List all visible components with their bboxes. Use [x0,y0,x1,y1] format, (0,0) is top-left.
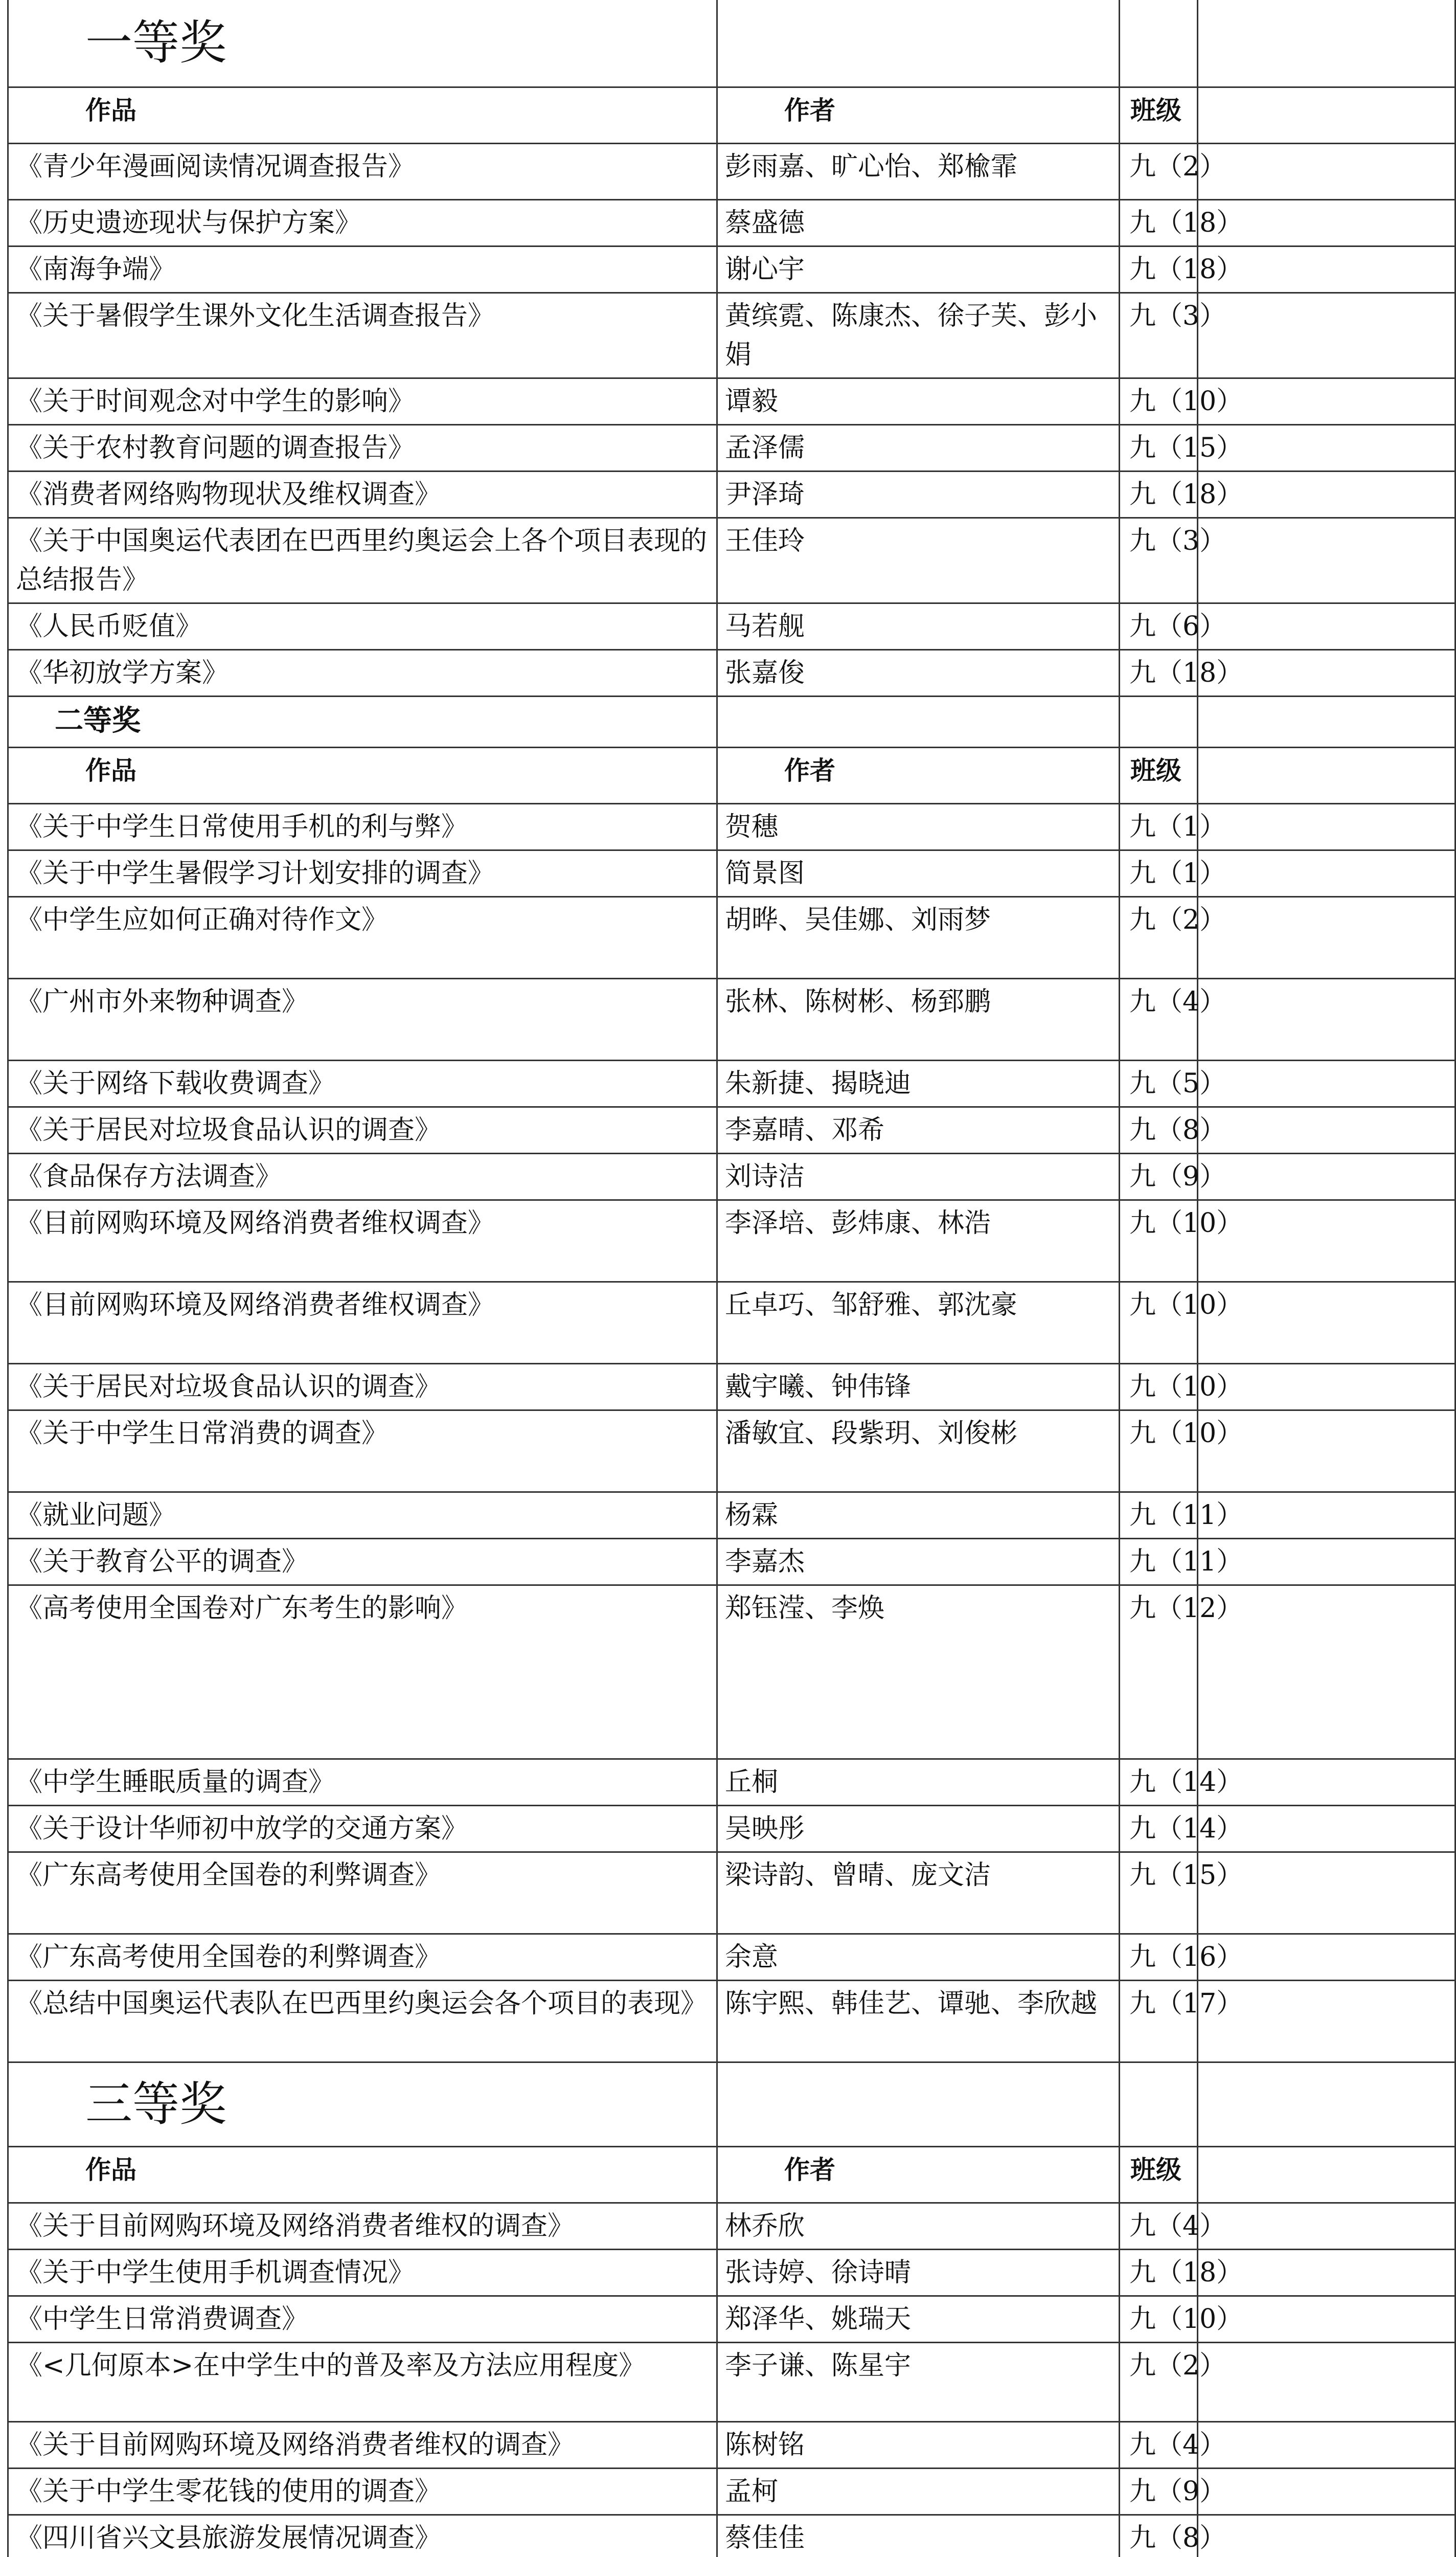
table-row [8,2342,1455,2421]
class-cell: 九（10） [1120,1363,1455,1410]
author-cell: 李泽培、彭炜康、林浩 [717,1200,1120,1282]
table-row [8,1852,1455,1934]
class-cell: 九（1） [1120,803,1455,850]
header-row [8,87,1455,143]
table-row [8,2203,1455,2249]
section-title: 一等奖 [8,0,717,87]
author-cell: 潘敏宜、段紫玥、刘俊彬 [717,1410,1120,1492]
author-cell: 贺穗 [717,803,1120,850]
section-title-row [8,696,1455,747]
table-row [8,1200,1455,1282]
author-cell: 孟泽儒 [717,424,1120,471]
author-cell: 郑钰滢、李焕 [717,1585,1120,1759]
work-cell: 《关于时间观念对中学生的影响》 [8,378,717,424]
author-cell: 杨霖 [717,1492,1120,1538]
column-header-work: 作品 [8,2146,717,2203]
work-cell: 《四川省兴文县旅游发展情况调查》 [8,2515,717,2557]
work-cell: 《关于居民对垃圾食品认识的调查》 [8,1363,717,1410]
empty-cell [1120,2062,1455,2146]
table-row [8,603,1455,649]
table-row [8,1410,1455,1492]
author-cell: 蔡盛德 [717,199,1120,246]
author-cell: 林乔欣 [717,2203,1120,2249]
work-cell: 《广东高考使用全国卷的利弊调查》 [8,1852,717,1934]
table-row [8,1363,1455,1410]
column-header-work: 作品 [8,747,717,803]
table-row [8,1934,1455,1980]
header-row [8,2146,1455,2203]
work-cell: 《关于中学生日常消费的调查》 [8,1410,717,1492]
work-cell: 《食品保存方法调查》 [8,1153,717,1200]
work-cell: 《中学生睡眠质量的调查》 [8,1759,717,1805]
author-cell: 张林、陈树彬、杨郅鹏 [717,978,1120,1060]
empty-cell [717,2062,1120,2146]
work-cell: 《关于教育公平的调查》 [8,1538,717,1585]
author-cell: 谢心宇 [717,246,1120,293]
work-cell: 《关于目前网购环境及网络消费者维权的调查》 [8,2421,717,2468]
empty-cell [717,0,1120,87]
section-title: 三等奖 [8,2062,717,2146]
author-cell: 蔡佳佳 [717,2515,1120,2557]
column-header-author: 作者 [717,747,1120,803]
author-cell: 孟柯 [717,2468,1120,2515]
table-row [8,1282,1455,1363]
table-row [8,1538,1455,1585]
table-row [8,1805,1455,1852]
work-cell: 《广州市外来物种调查》 [8,978,717,1060]
class-cell: 九（11） [1120,1538,1455,1585]
author-cell: 谭毅 [717,378,1120,424]
table-row [8,1060,1455,1107]
author-cell: 李嘉杰 [717,1538,1120,1585]
table-row [8,518,1455,603]
work-cell: 《关于中学生使用手机调查情况》 [8,2249,717,2296]
table-row [8,199,1455,246]
table-row [8,978,1455,1060]
award-table [7,0,1456,2557]
table-row [8,293,1455,378]
table-row [8,2515,1455,2557]
work-cell: 《关于设计华师初中放学的交通方案》 [8,1805,717,1852]
work-cell: 《历史遗迹现状与保护方案》 [8,199,717,246]
column-header-work: 作品 [8,87,717,143]
table-row [8,471,1455,518]
column-header-author: 作者 [717,87,1120,143]
author-cell: 王佳玲 [717,518,1120,603]
work-cell: 《关于居民对垃圾食品认识的调查》 [8,1107,717,1153]
class-cell: 九（16） [1120,1934,1455,1980]
author-cell: 郑泽华、姚瑞天 [717,2296,1120,2342]
column-header-author: 作者 [717,2146,1120,2203]
header-row [8,747,1455,803]
author-cell: 梁诗韵、曾晴、庞文洁 [717,1852,1120,1934]
author-cell: 胡晔、吴佳娜、刘雨梦 [717,896,1120,978]
table-row [8,1585,1455,1759]
class-cell: 九（18） [1120,2249,1455,2296]
table-row [8,246,1455,293]
work-cell: 《关于中国奥运代表团在巴西里约奥运会上各个项目表现的总结报告》 [8,518,717,603]
work-cell: 《关于中学生零花钱的使用的调查》 [8,2468,717,2515]
class-cell: 九（18） [1120,649,1455,696]
class-cell: 九（2） [1120,2342,1455,2421]
class-cell: 九（17） [1120,1980,1455,2062]
class-cell: 九（10） [1120,1200,1455,1282]
class-cell: 九（4） [1120,2203,1455,2249]
table-row [8,1759,1455,1805]
work-cell: 《中学生日常消费调查》 [8,2296,717,2342]
class-cell: 九（9） [1120,2468,1455,2515]
work-cell: 《关于中学生暑假学习计划安排的调查》 [8,850,717,896]
class-cell: 九（3） [1120,518,1455,603]
work-cell: 《华初放学方案》 [8,649,717,696]
class-cell: 九（1） [1120,850,1455,896]
author-cell: 李子谦、陈星宇 [717,2342,1120,2421]
author-cell: 简景图 [717,850,1120,896]
class-cell: 九（18） [1120,471,1455,518]
work-cell: 《广东高考使用全国卷的利弊调查》 [8,1934,717,1980]
empty-cell [717,696,1120,747]
author-cell: 丘桐 [717,1759,1120,1805]
table-row [8,1153,1455,1200]
work-cell: 《总结中国奥运代表队在巴西里约奥运会各个项目的表现》 [8,1980,717,2062]
class-cell: 九（10） [1120,1282,1455,1363]
class-cell: 九（14） [1120,1759,1455,1805]
author-cell: 李嘉晴、邓希 [717,1107,1120,1153]
author-cell: 吴映彤 [717,1805,1120,1852]
class-cell: 九（6） [1120,603,1455,649]
author-cell: 余意 [717,1934,1120,1980]
table-row [8,1980,1455,2062]
work-cell: 《关于目前网购环境及网络消费者维权的调查》 [8,2203,717,2249]
class-cell: 九（8） [1120,2515,1455,2557]
work-cell: 《高考使用全国卷对广东考生的影响》 [8,1585,717,1759]
table-row [8,850,1455,896]
author-cell: 陈树铭 [717,2421,1120,2468]
class-cell: 九（10） [1120,2296,1455,2342]
work-cell: 《目前网购环境及网络消费者维权调查》 [8,1200,717,1282]
work-cell: 《目前网购环境及网络消费者维权调查》 [8,1282,717,1363]
column-header-class: 班级 [1120,87,1455,143]
author-cell: 朱新捷、揭晓迪 [717,1060,1120,1107]
class-cell: 九（9） [1120,1153,1455,1200]
class-cell: 九（15） [1120,424,1455,471]
table-row [8,1107,1455,1153]
section-title-row [8,2062,1455,2146]
table-row [8,378,1455,424]
work-cell: 《中学生应如何正确对待作文》 [8,896,717,978]
column-header-class: 班级 [1120,747,1455,803]
author-cell: 尹泽琦 [717,471,1120,518]
empty-cell [1120,696,1455,747]
author-cell: 陈宇熙、韩佳艺、谭驰、李欣越 [717,1980,1120,2062]
class-cell: 九（12） [1120,1585,1455,1759]
author-cell: 黄缤霓、陈康杰、徐子芙、彭小娟 [717,293,1120,378]
work-cell: 《关于农村教育问题的调查报告》 [8,424,717,471]
table-row [8,2421,1455,2468]
class-cell: 九（4） [1120,2421,1455,2468]
section-title: 二等奖 [8,696,717,747]
work-cell: 《南海争端》 [8,246,717,293]
author-cell: 丘卓巧、邹舒雅、郭沈豪 [717,1282,1120,1363]
class-cell: 九（11） [1120,1492,1455,1538]
table-row [8,2296,1455,2342]
class-cell: 九（3） [1120,293,1455,378]
work-cell: 《就业问题》 [8,1492,717,1538]
class-cell: 九（2） [1120,896,1455,978]
class-cell: 九（15） [1120,1852,1455,1934]
table-row [8,143,1455,199]
work-cell: 《消费者网络购物现状及维权调查》 [8,471,717,518]
author-cell: 张嘉俊 [717,649,1120,696]
work-cell: 《关于网络下载收费调查》 [8,1060,717,1107]
class-cell: 九（10） [1120,1410,1455,1492]
class-cell: 九（18） [1120,199,1455,246]
table-row [8,2249,1455,2296]
work-cell: 《关于中学生日常使用手机的利与弊》 [8,803,717,850]
section-title-row [8,0,1455,87]
table-row [8,649,1455,696]
work-cell: 《人民币贬值》 [8,603,717,649]
empty-cell [1120,0,1455,87]
work-cell: 《<几何原本>在中学生中的普及率及方法应用程度》 [8,2342,717,2421]
class-cell: 九（2） [1120,143,1455,199]
class-cell: 九（18） [1120,246,1455,293]
class-cell: 九（8） [1120,1107,1455,1153]
work-cell: 《青少年漫画阅读情况调查报告》 [8,143,717,199]
table-row [8,424,1455,471]
class-cell: 九（5） [1120,1060,1455,1107]
class-cell: 九（14） [1120,1805,1455,1852]
author-cell: 张诗婷、徐诗晴 [717,2249,1120,2296]
author-cell: 彭雨嘉、旷心怡、郑楡霏 [717,143,1120,199]
table-row [8,2468,1455,2515]
work-cell: 《关于暑假学生课外文化生活调查报告》 [8,293,717,378]
author-cell: 戴宇曦、钟伟锋 [717,1363,1120,1410]
column-header-class: 班级 [1120,2146,1455,2203]
table-row [8,1492,1455,1538]
class-cell: 九（10） [1120,378,1455,424]
table-row [8,803,1455,850]
class-cell: 九（4） [1120,978,1455,1060]
table-row [8,896,1455,978]
author-cell: 马若舰 [717,603,1120,649]
author-cell: 刘诗洁 [717,1153,1120,1200]
